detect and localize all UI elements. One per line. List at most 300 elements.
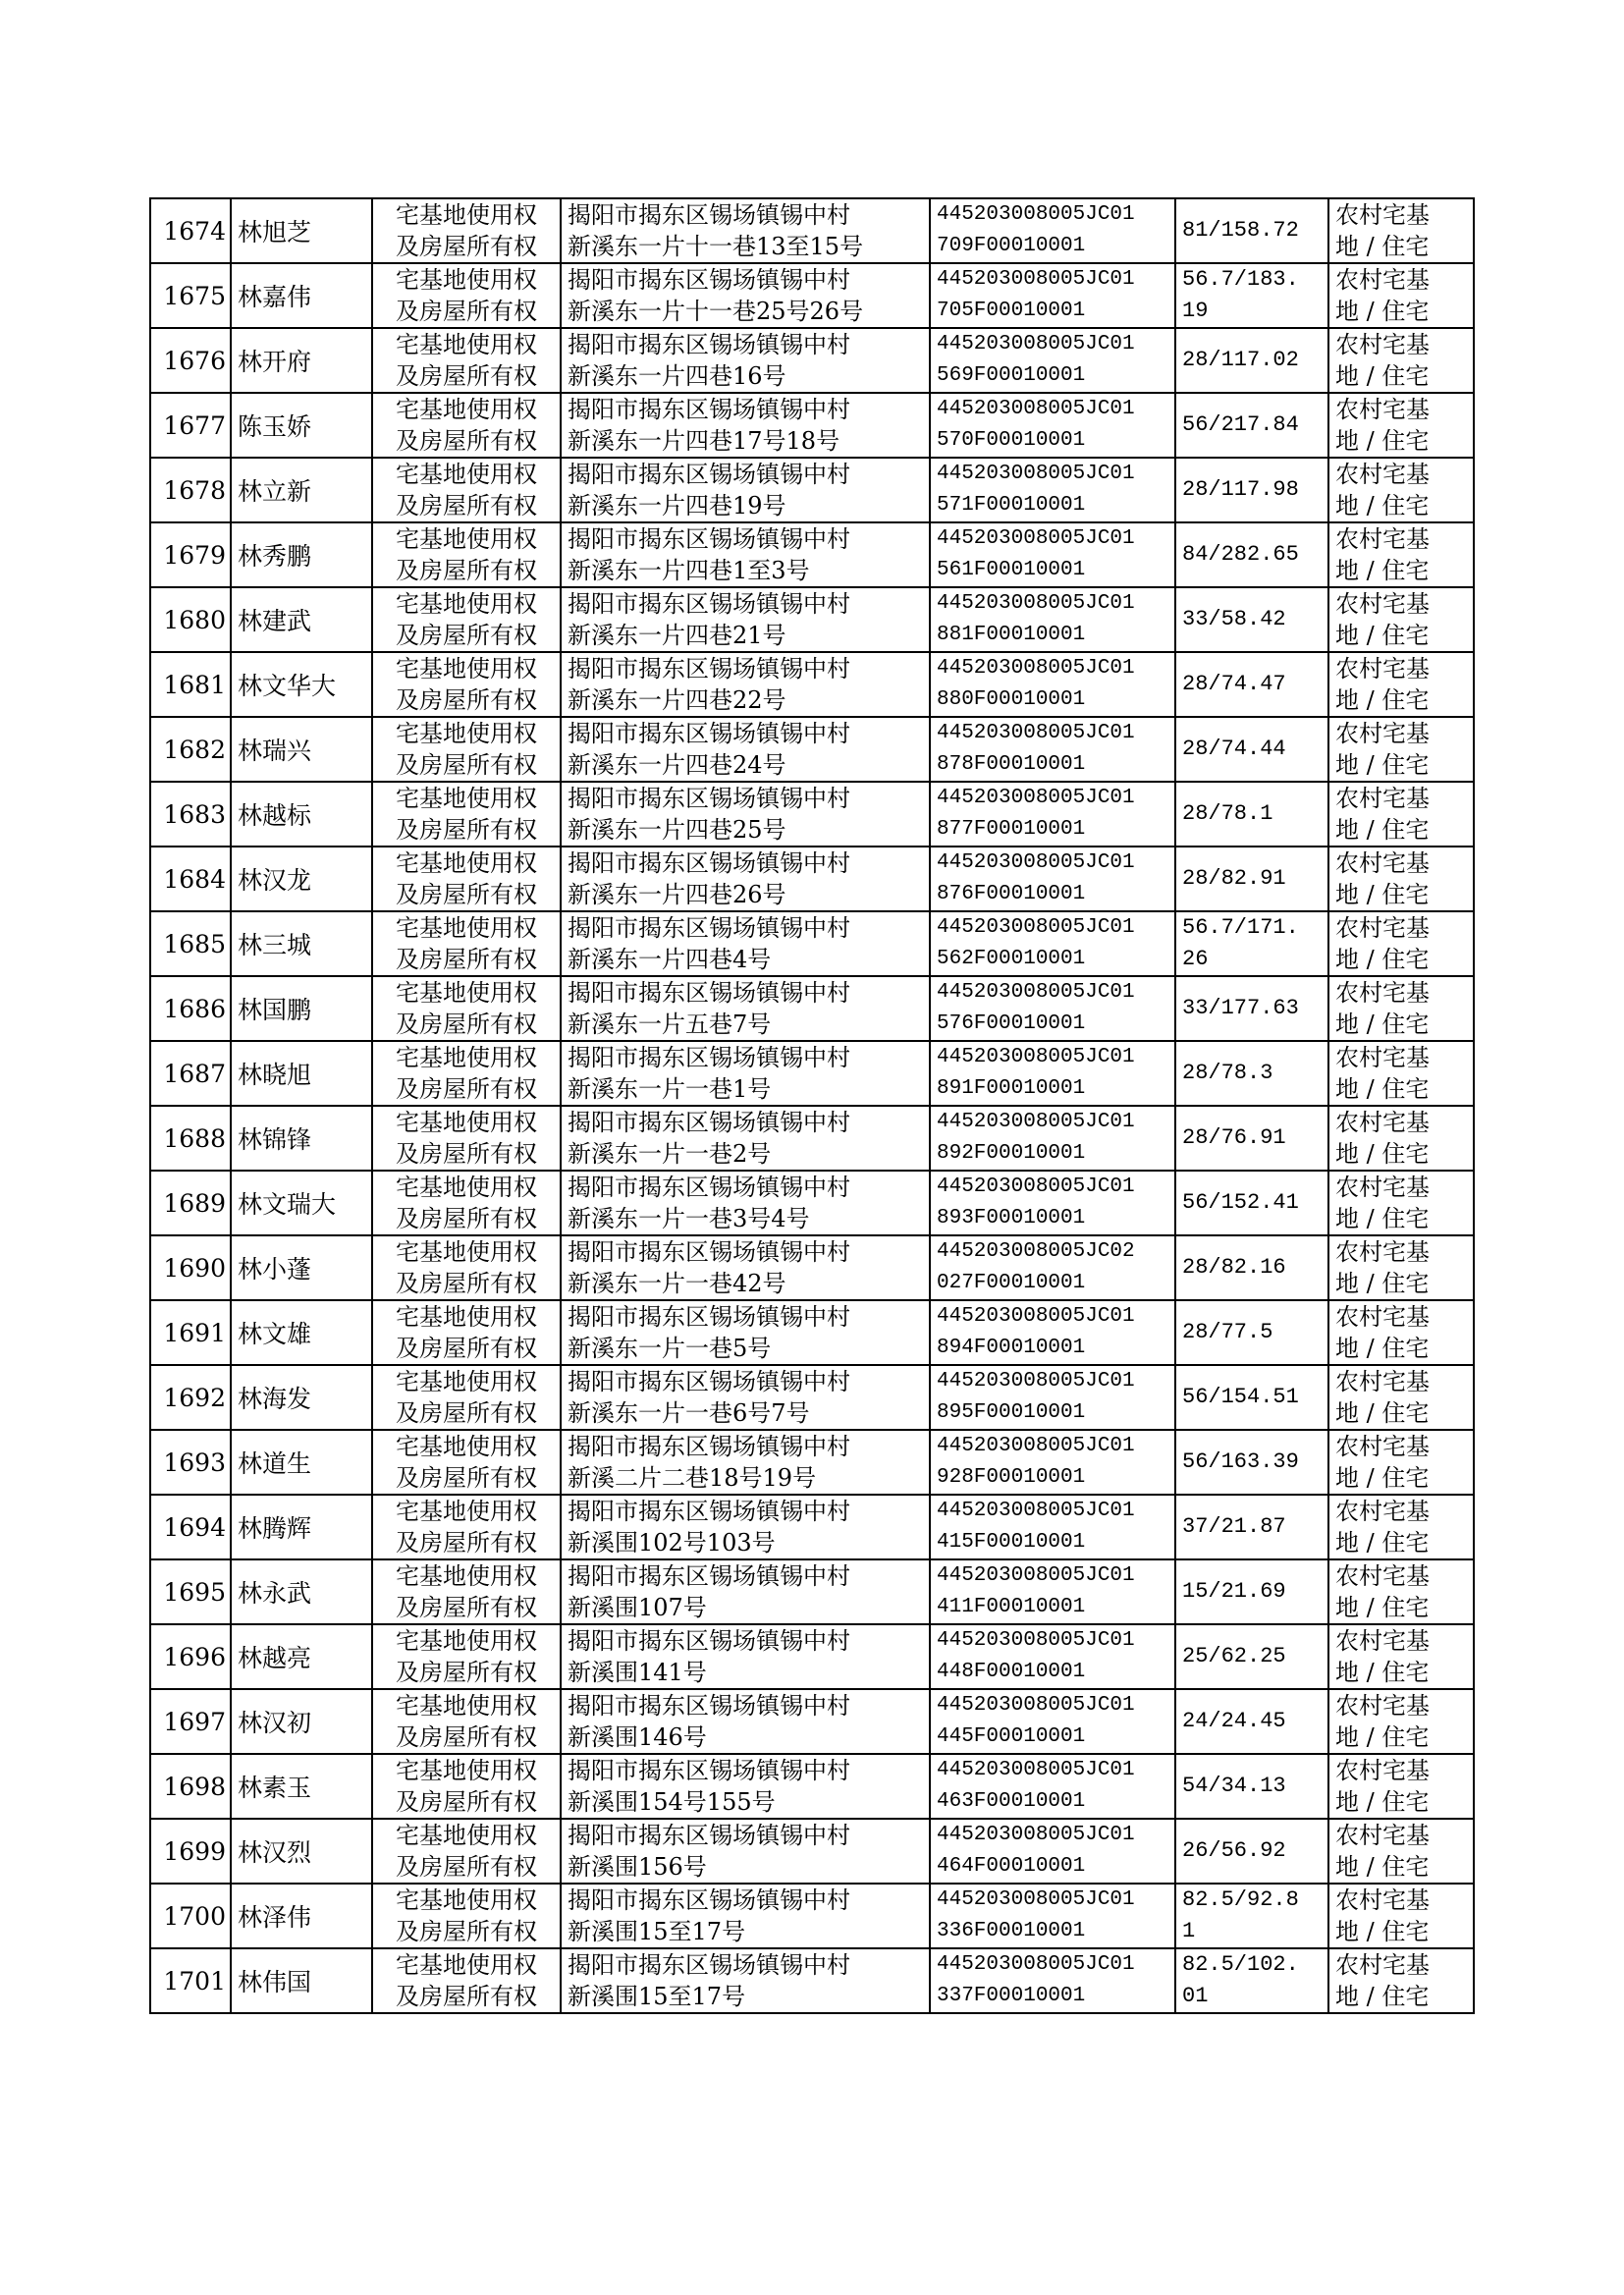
owner-name-cell: 林文瑞大 [231, 1171, 372, 1235]
address-cell-line: 新溪围154号155号 [568, 1788, 776, 1816]
parcel-code-cell [930, 782, 1175, 847]
owner-name-cell: 林小蓬 [231, 1235, 372, 1300]
parcel-code-cell [930, 976, 1175, 1041]
parcel-code-cell-line: 445203008005JC01 [937, 1305, 1135, 1328]
parcel-code-cell [930, 847, 1175, 911]
table-row [150, 1689, 1474, 1754]
address-cell [561, 1948, 930, 2013]
row-number-cell: 1686 [150, 976, 231, 1041]
land-use-cell [1328, 587, 1474, 652]
area-cell [1175, 717, 1328, 782]
row-number-cell: 1688 [150, 1106, 231, 1171]
area-cell-line: 28/77.5 [1182, 1320, 1273, 1344]
area-cell-line: 28/74.47 [1182, 672, 1286, 696]
right-type-cell-line: 及房屋所有权 [396, 622, 537, 649]
area-cell-line: 56/154.51 [1182, 1385, 1299, 1409]
land-use-cell [1328, 1171, 1474, 1235]
owner-name-cell: 林泽伟 [231, 1884, 372, 1948]
parcel-code-cell-line: 445203008005JC01 [937, 592, 1135, 615]
land-use-cell [1328, 1754, 1474, 1819]
land-use-cell [1328, 1689, 1474, 1754]
row-number-cell: 1695 [150, 1559, 231, 1624]
table-row [150, 1106, 1474, 1171]
land-use-cell-line: 农村宅基 [1335, 1498, 1430, 1525]
parcel-code-cell-line: 445203008005JC01 [937, 463, 1135, 485]
area-cell [1175, 652, 1328, 717]
right-type-cell [372, 1430, 561, 1495]
parcel-code-cell-line: 336F00010001 [937, 1920, 1086, 1942]
land-use-cell-line: 地 / 住宅 [1335, 1983, 1430, 2010]
table-row [150, 1235, 1474, 1300]
parcel-code-cell [930, 1365, 1175, 1430]
area-cell-line: 33/177.63 [1182, 996, 1299, 1020]
address-cell-line: 新溪东一片一巷42号 [568, 1270, 786, 1297]
row-number-cell: 1682 [150, 717, 231, 782]
owner-name-cell: 林国鹏 [231, 976, 372, 1041]
table-row [150, 782, 1474, 847]
owner-name-cell: 林锦锋 [231, 1106, 372, 1171]
area-cell-line: 01 [1182, 1984, 1209, 2008]
row-number-cell: 1676 [150, 328, 231, 393]
parcel-code-cell [930, 587, 1175, 652]
row-number-cell: 1693 [150, 1430, 231, 1495]
address-cell [561, 911, 930, 976]
table-row [150, 328, 1474, 393]
parcel-code-cell-line: 576F00010001 [937, 1012, 1086, 1035]
parcel-code-cell-line: 881F00010001 [937, 624, 1086, 646]
parcel-code-cell-line: 709F00010001 [937, 235, 1086, 257]
right-type-cell-line: 及房屋所有权 [396, 298, 537, 325]
address-cell-line: 揭阳市揭东区锡场镇锡中村 [568, 849, 850, 877]
area-cell [1175, 1754, 1328, 1819]
parcel-code-cell [930, 1559, 1175, 1624]
parcel-code-cell-line: 445203008005JC01 [937, 851, 1135, 874]
right-type-cell [372, 458, 561, 522]
right-type-cell [372, 847, 561, 911]
area-cell-line: 56/217.84 [1182, 412, 1299, 437]
right-type-cell [372, 522, 561, 587]
land-use-cell [1328, 1495, 1474, 1559]
right-type-cell-line: 及房屋所有权 [396, 1529, 537, 1557]
parcel-code-cell-line: 411F00010001 [937, 1596, 1086, 1618]
area-cell-line: 82.5/102. [1182, 1952, 1299, 1977]
area-cell [1175, 911, 1328, 976]
parcel-code-cell-line: 893F00010001 [937, 1207, 1086, 1229]
right-type-cell-line: 及房屋所有权 [396, 1788, 537, 1816]
land-use-cell-line: 农村宅基 [1335, 1886, 1430, 1914]
row-number-cell: 1690 [150, 1235, 231, 1300]
right-type-cell [372, 911, 561, 976]
land-use-cell-line: 农村宅基 [1335, 1174, 1430, 1201]
land-use-cell [1328, 1430, 1474, 1495]
right-type-cell-line: 及房屋所有权 [396, 1659, 537, 1686]
address-cell-line: 揭阳市揭东区锡场镇锡中村 [568, 1174, 850, 1201]
land-use-cell-line: 农村宅基 [1335, 1757, 1430, 1784]
area-cell [1175, 847, 1328, 911]
area-cell-line: 24/24.45 [1182, 1709, 1286, 1733]
area-cell-line: 33/58.42 [1182, 607, 1286, 631]
land-use-cell [1328, 1235, 1474, 1300]
right-type-cell-line: 宅基地使用权 [396, 266, 537, 294]
area-cell [1175, 1106, 1328, 1171]
right-type-cell [372, 1948, 561, 2013]
owner-name-cell: 林晓旭 [231, 1041, 372, 1106]
owner-name-cell: 林海发 [231, 1365, 372, 1430]
table-row [150, 911, 1474, 976]
address-cell-line: 揭阳市揭东区锡场镇锡中村 [568, 1757, 850, 1784]
right-type-cell-line: 宅基地使用权 [396, 201, 537, 229]
address-cell-line: 揭阳市揭东区锡场镇锡中村 [568, 396, 850, 423]
address-cell-line: 新溪围156号 [568, 1853, 707, 1881]
right-type-cell-line: 宅基地使用权 [396, 1044, 537, 1071]
address-cell-line: 揭阳市揭东区锡场镇锡中村 [568, 1498, 850, 1525]
owner-name-cell: 林立新 [231, 458, 372, 522]
parcel-code-cell-line: 464F00010001 [937, 1855, 1086, 1878]
parcel-code-cell [930, 263, 1175, 328]
land-use-cell-line: 农村宅基 [1335, 720, 1430, 747]
parcel-code-cell-line: 445F00010001 [937, 1725, 1086, 1748]
area-cell-line: 56.7/183. [1182, 267, 1299, 292]
land-use-cell-line: 地 / 住宅 [1335, 881, 1430, 908]
address-cell-line: 揭阳市揭东区锡场镇锡中村 [568, 1303, 850, 1331]
table-row [150, 717, 1474, 782]
parcel-code-cell-line: 445203008005JC01 [937, 1370, 1135, 1393]
address-cell-line: 揭阳市揭东区锡场镇锡中村 [568, 655, 850, 683]
right-type-cell [372, 717, 561, 782]
parcel-code-cell [930, 1495, 1175, 1559]
right-type-cell-line: 宅基地使用权 [396, 1692, 537, 1720]
parcel-code-cell-line: 895F00010001 [937, 1401, 1086, 1424]
row-number-cell: 1681 [150, 652, 231, 717]
right-type-cell-line: 及房屋所有权 [396, 492, 537, 519]
land-use-cell-line: 农村宅基 [1335, 1822, 1430, 1849]
land-use-cell-line: 地 / 住宅 [1335, 622, 1430, 649]
owner-name-cell: 林汉初 [231, 1689, 372, 1754]
area-cell-line: 25/62.25 [1182, 1644, 1286, 1668]
right-type-cell-line: 宅基地使用权 [396, 1951, 537, 1979]
land-use-cell [1328, 911, 1474, 976]
address-cell [561, 1235, 930, 1300]
table-row [150, 976, 1474, 1041]
area-cell-line: 28/117.02 [1182, 348, 1299, 372]
parcel-code-cell-line: 027F00010001 [937, 1272, 1086, 1294]
registry-table [149, 197, 1475, 2014]
parcel-code-cell-line: 570F00010001 [937, 429, 1086, 452]
land-use-cell-line: 农村宅基 [1335, 1303, 1430, 1331]
right-type-cell-line: 及房屋所有权 [396, 1464, 537, 1492]
row-number-cell: 1679 [150, 522, 231, 587]
land-use-cell [1328, 1819, 1474, 1884]
land-use-cell-line: 农村宅基 [1335, 1627, 1430, 1655]
right-type-cell-line: 宅基地使用权 [396, 1303, 537, 1331]
land-use-cell-line: 农村宅基 [1335, 525, 1430, 553]
row-number-cell: 1699 [150, 1819, 231, 1884]
right-type-cell-line: 及房屋所有权 [396, 1011, 537, 1038]
parcel-code-cell-line: 445203008005JC01 [937, 722, 1135, 744]
right-type-cell-line: 宅基地使用权 [396, 1498, 537, 1525]
right-type-cell [372, 587, 561, 652]
right-type-cell-line: 宅基地使用权 [396, 720, 537, 747]
owner-name-cell: 林道生 [231, 1430, 372, 1495]
owner-name-cell: 林汉烈 [231, 1819, 372, 1884]
address-cell [561, 1689, 930, 1754]
row-number-cell: 1685 [150, 911, 231, 976]
right-type-cell-line: 及房屋所有权 [396, 946, 537, 973]
land-use-cell-line: 农村宅基 [1335, 1951, 1430, 1979]
land-use-cell [1328, 652, 1474, 717]
right-type-cell-line: 及房屋所有权 [396, 362, 537, 390]
land-use-cell-line: 地 / 住宅 [1335, 1270, 1430, 1297]
right-type-cell [372, 1495, 561, 1559]
parcel-code-cell-line: 445203008005JC01 [937, 1694, 1135, 1717]
address-cell-line: 揭阳市揭东区锡场镇锡中村 [568, 1692, 850, 1720]
table-row [150, 652, 1474, 717]
land-use-cell [1328, 263, 1474, 328]
land-use-cell-line: 地 / 住宅 [1335, 492, 1430, 519]
land-use-cell [1328, 1365, 1474, 1430]
area-cell-line: 19 [1182, 299, 1209, 323]
parcel-code-cell-line: 445203008005JC01 [937, 1759, 1135, 1781]
land-use-cell [1328, 1948, 1474, 2013]
address-cell-line: 新溪东一片四巷21号 [568, 622, 786, 649]
right-type-cell-line: 及房屋所有权 [396, 1140, 537, 1168]
address-cell-line: 新溪东一片四巷17号18号 [568, 427, 840, 455]
land-use-cell-line: 农村宅基 [1335, 1692, 1430, 1720]
parcel-code-cell-line: 463F00010001 [937, 1790, 1086, 1813]
address-cell-line: 新溪围15至17号 [568, 1918, 746, 1945]
table-row [150, 1948, 1474, 2013]
parcel-code-cell [930, 1689, 1175, 1754]
owner-name-cell: 林三城 [231, 911, 372, 976]
right-type-cell-line: 宅基地使用权 [396, 849, 537, 877]
parcel-code-cell-line: 445203008005JC01 [937, 1888, 1135, 1911]
land-use-cell [1328, 782, 1474, 847]
land-use-cell-line: 农村宅基 [1335, 1562, 1430, 1590]
address-cell-line: 揭阳市揭东区锡场镇锡中村 [568, 979, 850, 1007]
parcel-code-cell-line: 445203008005JC01 [937, 1500, 1135, 1522]
row-number-cell: 1687 [150, 1041, 231, 1106]
land-use-cell-line: 地 / 住宅 [1335, 751, 1430, 779]
land-use-cell [1328, 976, 1474, 1041]
right-type-cell [372, 1819, 561, 1884]
land-use-cell-line: 地 / 住宅 [1335, 1335, 1430, 1362]
right-type-cell [372, 782, 561, 847]
right-type-cell-line: 宅基地使用权 [396, 525, 537, 553]
parcel-code-cell [930, 717, 1175, 782]
address-cell-line: 新溪围141号 [568, 1659, 707, 1686]
parcel-code-cell-line: 445203008005JC01 [937, 916, 1135, 939]
address-cell [561, 847, 930, 911]
owner-name-cell: 林文雄 [231, 1300, 372, 1365]
parcel-code-cell-line: 876F00010001 [937, 883, 1086, 905]
row-number-cell: 1692 [150, 1365, 231, 1430]
land-use-cell-line: 地 / 住宅 [1335, 1723, 1430, 1751]
area-cell [1175, 1559, 1328, 1624]
land-use-cell [1328, 1041, 1474, 1106]
row-number-cell: 1675 [150, 263, 231, 328]
row-number-cell: 1689 [150, 1171, 231, 1235]
address-cell [561, 1106, 930, 1171]
address-cell [561, 717, 930, 782]
right-type-cell-line: 及房屋所有权 [396, 1594, 537, 1621]
parcel-code-cell-line: 445203008005JC01 [937, 203, 1135, 226]
area-cell-line: 54/34.13 [1182, 1774, 1286, 1798]
table-row [150, 587, 1474, 652]
owner-name-cell: 林嘉伟 [231, 263, 372, 328]
parcel-code-cell-line: 880F00010001 [937, 688, 1086, 711]
land-use-cell-line: 农村宅基 [1335, 266, 1430, 294]
right-type-cell [372, 1754, 561, 1819]
parcel-code-cell-line: 705F00010001 [937, 300, 1086, 322]
right-type-cell-line: 及房屋所有权 [396, 881, 537, 908]
land-use-cell-line: 农村宅基 [1335, 849, 1430, 877]
parcel-code-cell [930, 1041, 1175, 1106]
parcel-code-cell-line: 445203008005JC01 [937, 333, 1135, 355]
table-row [150, 1495, 1474, 1559]
area-cell-line: 56/152.41 [1182, 1190, 1299, 1215]
land-use-cell-line: 地 / 住宅 [1335, 1075, 1430, 1103]
table-row [150, 1300, 1474, 1365]
right-type-cell [372, 328, 561, 393]
address-cell [561, 1495, 930, 1559]
area-cell-line: 56.7/171. [1182, 915, 1299, 940]
address-cell-line: 揭阳市揭东区锡场镇锡中村 [568, 266, 850, 294]
right-type-cell-line: 宅基地使用权 [396, 1822, 537, 1849]
address-cell [561, 1884, 930, 1948]
parcel-code-cell-line: 445203008005JC01 [937, 981, 1135, 1004]
parcel-code-cell-line: 448F00010001 [937, 1661, 1086, 1683]
area-cell-line: 1 [1182, 1919, 1196, 1943]
parcel-code-cell-line: 877F00010001 [937, 818, 1086, 841]
owner-name-cell: 林腾辉 [231, 1495, 372, 1559]
right-type-cell [372, 1365, 561, 1430]
parcel-code-cell [930, 1948, 1175, 2013]
area-cell [1175, 522, 1328, 587]
parcel-code-cell [930, 1819, 1175, 1884]
right-type-cell-line: 宅基地使用权 [396, 1109, 537, 1136]
right-type-cell-line: 宅基地使用权 [396, 590, 537, 618]
right-type-cell-line: 宅基地使用权 [396, 461, 537, 488]
land-use-cell-line: 农村宅基 [1335, 1238, 1430, 1266]
parcel-code-cell-line: 445203008005JC01 [937, 1564, 1135, 1587]
table-row [150, 1041, 1474, 1106]
right-type-cell [372, 1300, 561, 1365]
table-row [150, 1430, 1474, 1495]
row-number-cell: 1678 [150, 458, 231, 522]
row-number-cell: 1674 [150, 198, 231, 263]
right-type-cell [372, 1041, 561, 1106]
address-cell-line: 新溪东一片一巷2号 [568, 1140, 772, 1168]
land-use-cell-line: 地 / 住宅 [1335, 362, 1430, 390]
area-cell [1175, 1884, 1328, 1948]
address-cell [561, 198, 930, 263]
right-type-cell-line: 宅基地使用权 [396, 1757, 537, 1784]
land-use-cell-line: 地 / 住宅 [1335, 1788, 1430, 1816]
land-use-cell-line: 农村宅基 [1335, 914, 1430, 942]
land-use-cell-line: 农村宅基 [1335, 331, 1430, 358]
area-cell [1175, 1300, 1328, 1365]
table-row [150, 198, 1474, 263]
address-cell-line: 新溪东一片四巷1至3号 [568, 557, 810, 584]
area-cell [1175, 263, 1328, 328]
land-use-cell-line: 地 / 住宅 [1335, 1205, 1430, 1232]
parcel-code-cell [930, 1300, 1175, 1365]
address-cell-line: 揭阳市揭东区锡场镇锡中村 [568, 914, 850, 942]
address-cell [561, 1300, 930, 1365]
address-cell-line: 新溪东一片四巷22号 [568, 686, 786, 714]
parcel-code-cell [930, 1235, 1175, 1300]
right-type-cell-line: 宅基地使用权 [396, 785, 537, 812]
row-number-cell: 1696 [150, 1624, 231, 1689]
right-type-cell-line: 及房屋所有权 [396, 1270, 537, 1297]
row-number-cell: 1683 [150, 782, 231, 847]
right-type-cell [372, 1689, 561, 1754]
row-number-cell: 1691 [150, 1300, 231, 1365]
parcel-code-cell [930, 1884, 1175, 1948]
parcel-code-cell [930, 198, 1175, 263]
area-cell [1175, 1041, 1328, 1106]
address-cell-line: 新溪东一片四巷25号 [568, 816, 786, 844]
right-type-cell [372, 393, 561, 458]
address-cell-line: 新溪东一片十一巷25号26号 [568, 298, 864, 325]
address-cell-line: 新溪围102号103号 [568, 1529, 776, 1557]
right-type-cell [372, 1106, 561, 1171]
address-cell [561, 1171, 930, 1235]
address-cell [561, 652, 930, 717]
address-cell [561, 328, 930, 393]
table-row [150, 393, 1474, 458]
land-use-cell-line: 地 / 住宅 [1335, 946, 1430, 973]
area-cell [1175, 782, 1328, 847]
area-cell [1175, 587, 1328, 652]
table-row [150, 847, 1474, 911]
land-use-cell-line: 地 / 住宅 [1335, 1853, 1430, 1881]
owner-name-cell: 林开府 [231, 328, 372, 393]
parcel-code-cell-line: 445203008005JC01 [937, 527, 1135, 550]
land-use-cell-line: 农村宅基 [1335, 461, 1430, 488]
land-use-cell-line: 地 / 住宅 [1335, 1529, 1430, 1557]
owner-name-cell: 林越亮 [231, 1624, 372, 1689]
area-cell [1175, 458, 1328, 522]
right-type-cell-line: 宅基地使用权 [396, 331, 537, 358]
address-cell-line: 新溪围146号 [568, 1723, 707, 1751]
parcel-code-cell [930, 1171, 1175, 1235]
right-type-cell-line: 宅基地使用权 [396, 1627, 537, 1655]
parcel-code-cell-line: 892F00010001 [937, 1142, 1086, 1165]
area-cell [1175, 1235, 1328, 1300]
area-cell [1175, 976, 1328, 1041]
owner-name-cell: 林汉龙 [231, 847, 372, 911]
area-cell-line: 15/21.69 [1182, 1579, 1286, 1604]
land-use-cell [1328, 1559, 1474, 1624]
area-cell [1175, 1624, 1328, 1689]
right-type-cell-line: 及房屋所有权 [396, 427, 537, 455]
table-row [150, 1559, 1474, 1624]
address-cell-line: 揭阳市揭东区锡场镇锡中村 [568, 525, 850, 553]
row-number-cell: 1701 [150, 1948, 231, 2013]
address-cell-line: 揭阳市揭东区锡场镇锡中村 [568, 1886, 850, 1914]
area-cell-line: 28/82.91 [1182, 866, 1286, 891]
address-cell-line: 揭阳市揭东区锡场镇锡中村 [568, 1368, 850, 1395]
owner-name-cell: 林建武 [231, 587, 372, 652]
right-type-cell-line: 及房屋所有权 [396, 686, 537, 714]
owner-name-cell: 林素玉 [231, 1754, 372, 1819]
right-type-cell-line: 宅基地使用权 [396, 1562, 537, 1590]
parcel-code-cell-line: 445203008005JC01 [937, 787, 1135, 809]
land-use-cell-line: 农村宅基 [1335, 1044, 1430, 1071]
parcel-code-cell-line: 337F00010001 [937, 1985, 1086, 2007]
address-cell [561, 393, 930, 458]
